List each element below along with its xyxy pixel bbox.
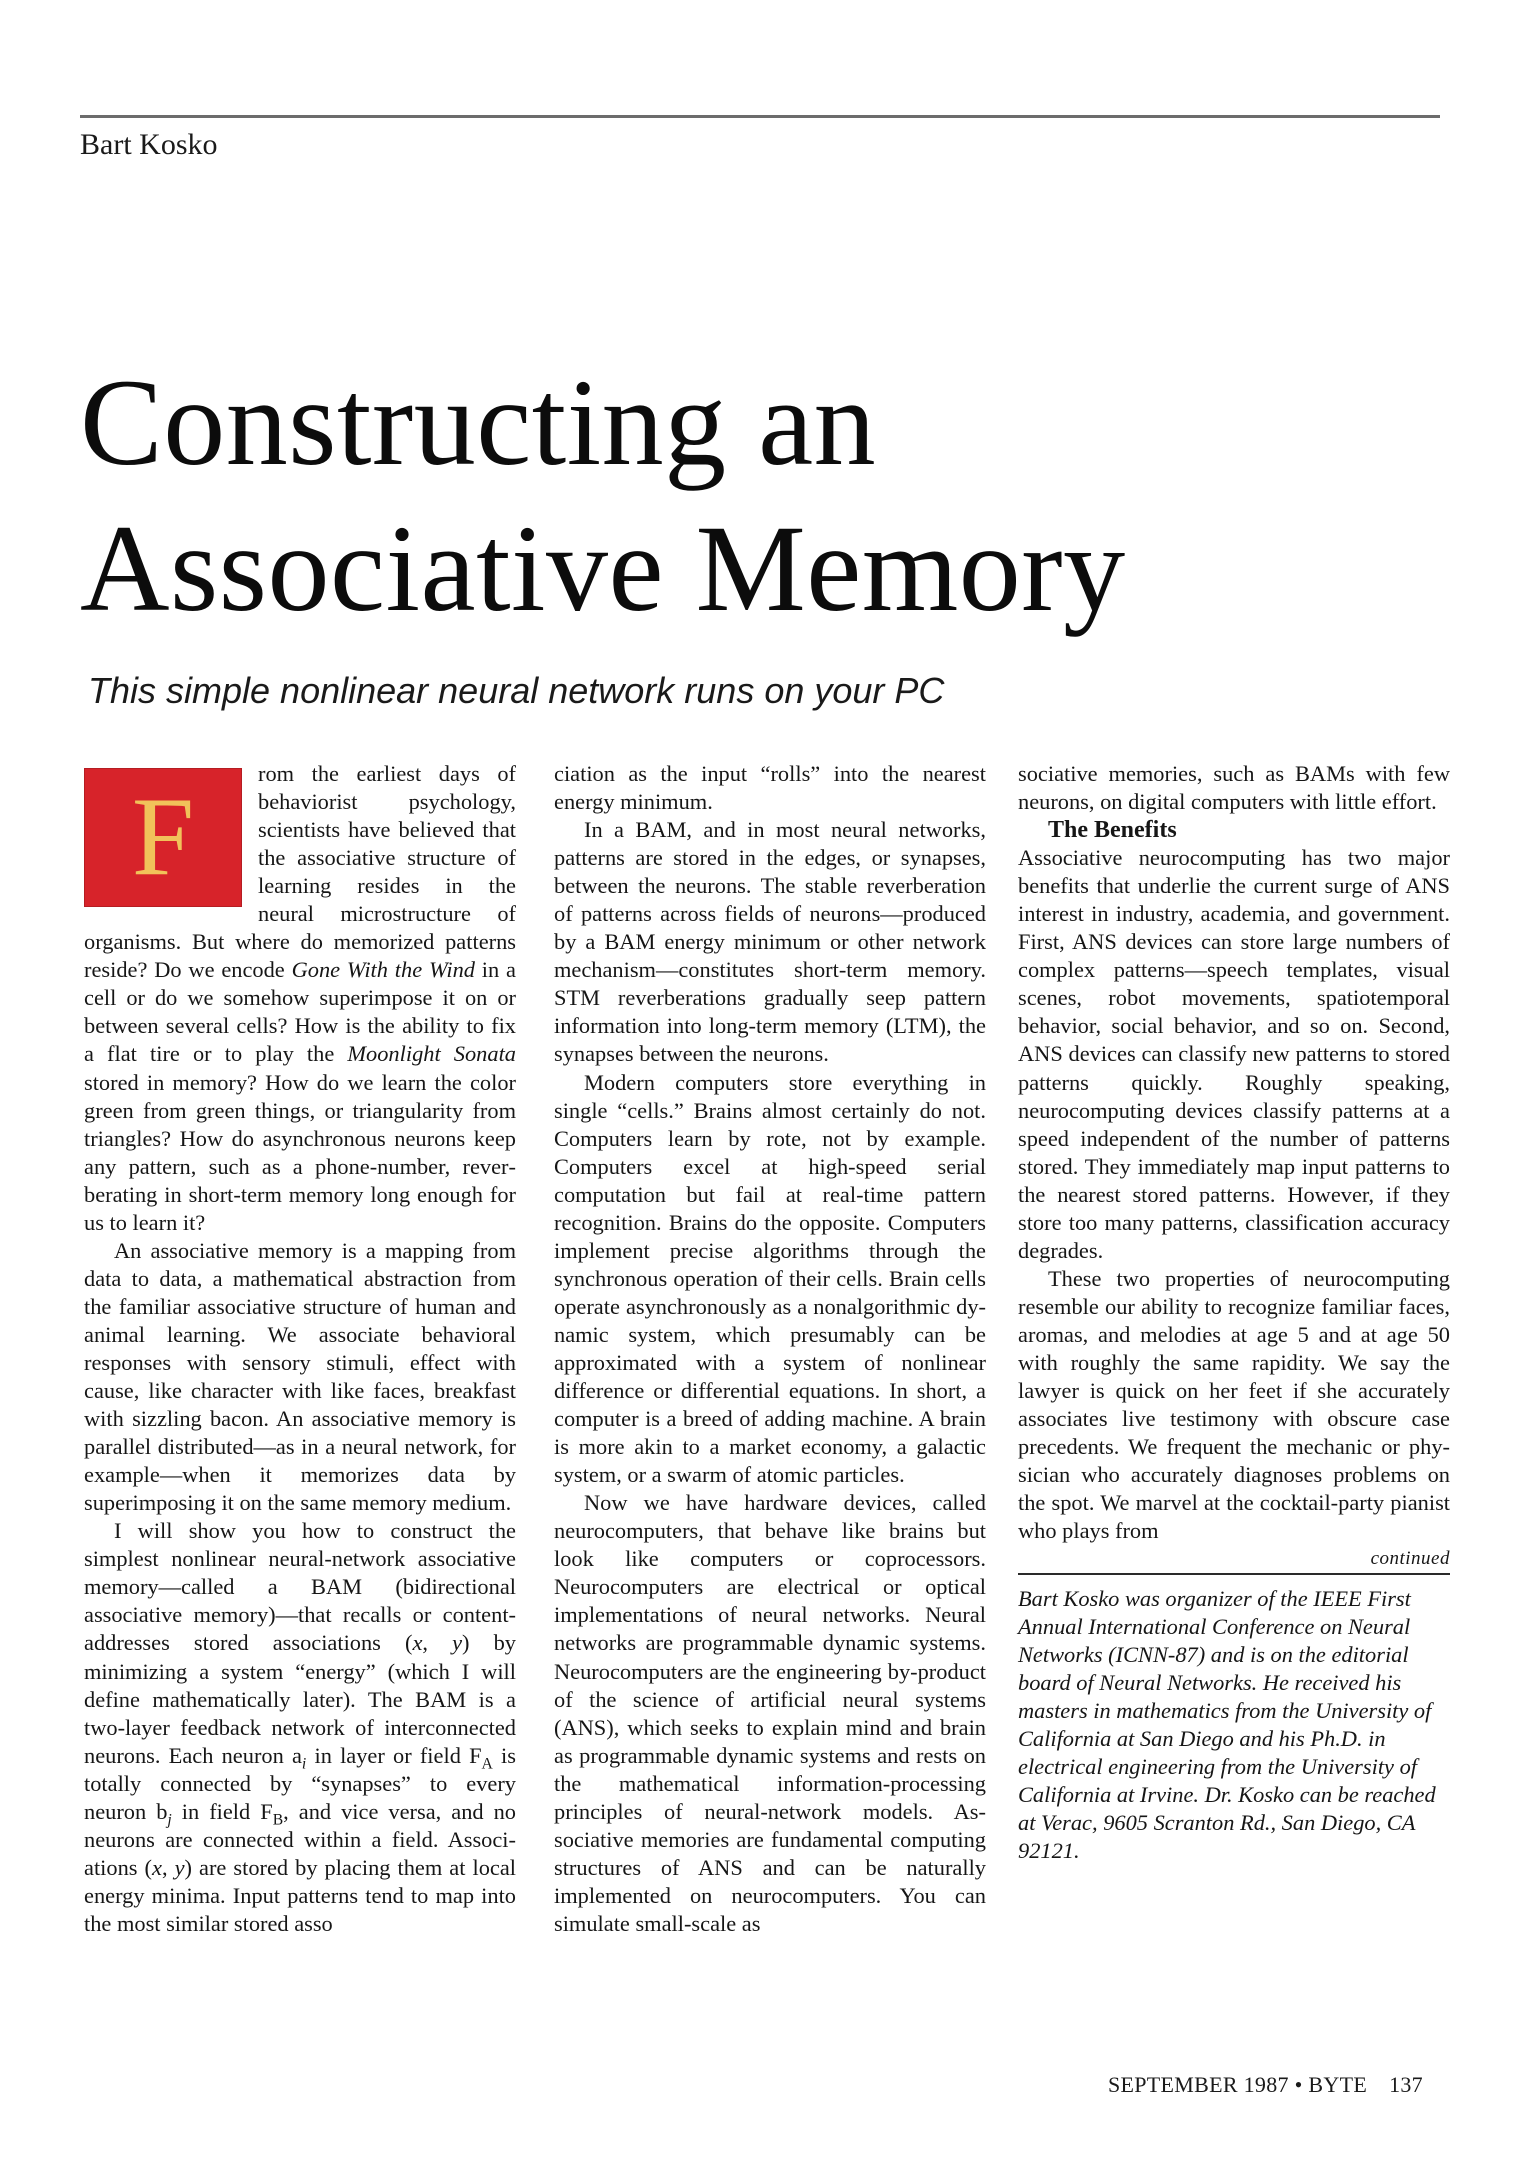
page-footer [1108,2072,1423,2098]
continued-label: continued [1370,1548,1450,1570]
body-paragraph: ciation as the input “rolls” into the nearest energy minimum. [554,761,986,815]
body-paragraph: Associative neurocomputing has two major benefits that underlie the current surge of ANS interest in industry, academia, and government. First, ANS devices can store large numbers of complex patterns—speech templates, visual scenes, robot movements, spatiotemporal behavior, social behavior, and so on. Second, ANS devices can classify new patterns to stored patterns quickly. Roughly speaking, neurocomputing devices classify patterns at a speed independent of the number of patterns stored. They immediately map input patterns to the nearest stored patterns. However, if they store too many patterns, classification accuracy degrades. [1018,845,1450,1263]
body-paragraph: Modern computers store everything in single “cells.” Brains almost certainly do not. Computers learn by rote, not by example. Computers excel at high-speed serial computation but fail at real-time pattern recognition. Brains do the opposite. Computers implement precise algorithms through the synchronous operation of their cells. Brain cells operate asynchronously as a nonalgorithmic dynamic system, which presumably can be approximated with a system of nonlinear difference or differential equations. In short, a computer is a breed of adding machine. A brain is more akin to a market economy, a galactic system, or a swarm of atomic particles. [554,1069,986,1488]
article-title [80,350,1380,642]
title-line-2: Associative Memory [80,500,1126,637]
column-2 [554,760,986,1938]
body-paragraph: I will show you how to construct the simplest nonlinear neural-network associative memory—called a BAM (bidirectional associative memory)—that recalls or content-addresses stored associations (x, y) by minimizing a system “energy” (which I will define mathematically later). The BAM is a two-layer feedback network of interconnected neurons. Each neuron $a_i$ in layer or field $F_A$ is totally connected by “synapses” to every neuron $b_j$ in field $F_B$, and vice versa, and no neurons are connected within a field. Associations (x, y) are stored by placing them at local energy minima. Input patterns tend to map into the most similar stored asso [84,1518,517,1936]
bio-rule [1018,1573,1450,1575]
author-name: Bart Kosko [80,128,218,161]
body-paragraph: sociative memories, such as BAMs with few neurons, on digital computers with little effort. [1018,761,1450,815]
page-number: 137 [1389,2072,1423,2097]
body-paragraph: An associative memory is a mapping from data to data, a mathematical abstraction from the familiar associative structure of human and animal learning. We associate behavioral responses with sensory stimuli, effect with cause, like character with like faces, breakfast with sizzling bacon. An associative memory is parallel distributed—as in a neural network, for example—when it memorizes data by superimposing it on the same memory medium. [84,1237,516,1516]
column-3 [1018,760,1450,1865]
column-1 [84,760,516,1938]
section-heading: The Benefits [1048,817,1177,844]
article-subtitle: This simple nonlinear neural network runs on your PC [88,670,945,711]
title-line-1: Constructing an [80,354,877,491]
issue-label: SEPTEMBER 1987 • BYTE [1108,2072,1368,2097]
body-paragraph: In a BAM, and in most neural networks, patterns are stored in the edges, or synapses, between the neurons. The stable reverberation of patterns across fields of neurons—produced by a BAM energy minimum or other network mechanism—constitutes short-term memory. STM reverberations gradually seep pattern information into long-term memory (LTM), the synapses between the neurons. [554,817,986,1067]
header-rule [80,115,1440,118]
drop-cap: F [84,768,242,907]
author-bio: Bart Kosko was organizer of the IEEE First Annual International Conference on Neural Networks (ICNN-87) and is on the editorial board of Neural Networks. He received his masters in mathematics from the University of California at San Diego and his Ph.D. in electrical engineering from the University of California at Irvine. Dr. Kosko can be reached at Verac, 9605 Scranton Rd., San Diego, CA 92121. [1018,1586,1436,1864]
body-paragraph: These two properties of neurocomputing resemble our ability to recognize familiar faces, aromas, and melodies at age 5 and at age 50 with roughly the same rapidity. We say the lawyer is quick on her feet if she accurately associates live testimony with obscure case precedents. We frequent the mechanic or physician who accurately diagnoses problems on the spot. We marvel at the cocktail-party pianist who plays from [1018,1265,1450,1544]
body-paragraph: Now we have hardware devices, called neurocomputers, that behave like brains but look like computers or coprocessors. Neurocomputers are electrical or optical implementations of neural networks. Neural networks are programmable dynamic systems. Neurocomputers are the engineering by-product of the science of artificial neural systems (ANS), which seeks to explain mind and brain as programmable dynamic systems and rests on the mathematical information-processing principles of neural-network models. Associative memories are fundamental computing structures of ANS and can be naturally implemented on neurocomputers. You can simulate small-scale as [554,1490,986,1936]
body-paragraph: F rom the earliest days of behaviorist psychology, scientists have believed that the associative structure of learning resides in the neural microstructure of organisms. But where do memorized patterns reside? Do we encode Gone With the Wind in a cell or do we somehow superimpose it on or between several cells? How is the ability to fix a flat tire or to play the Moonlight Sonata stored in memory? How do we learn the color green from green things, or triangularity from triangles? How do asynchronous neurons keep any pattern, such as a phone-number, reverberating in short-term memory long enough for us to learn it? [84,761,516,1235]
